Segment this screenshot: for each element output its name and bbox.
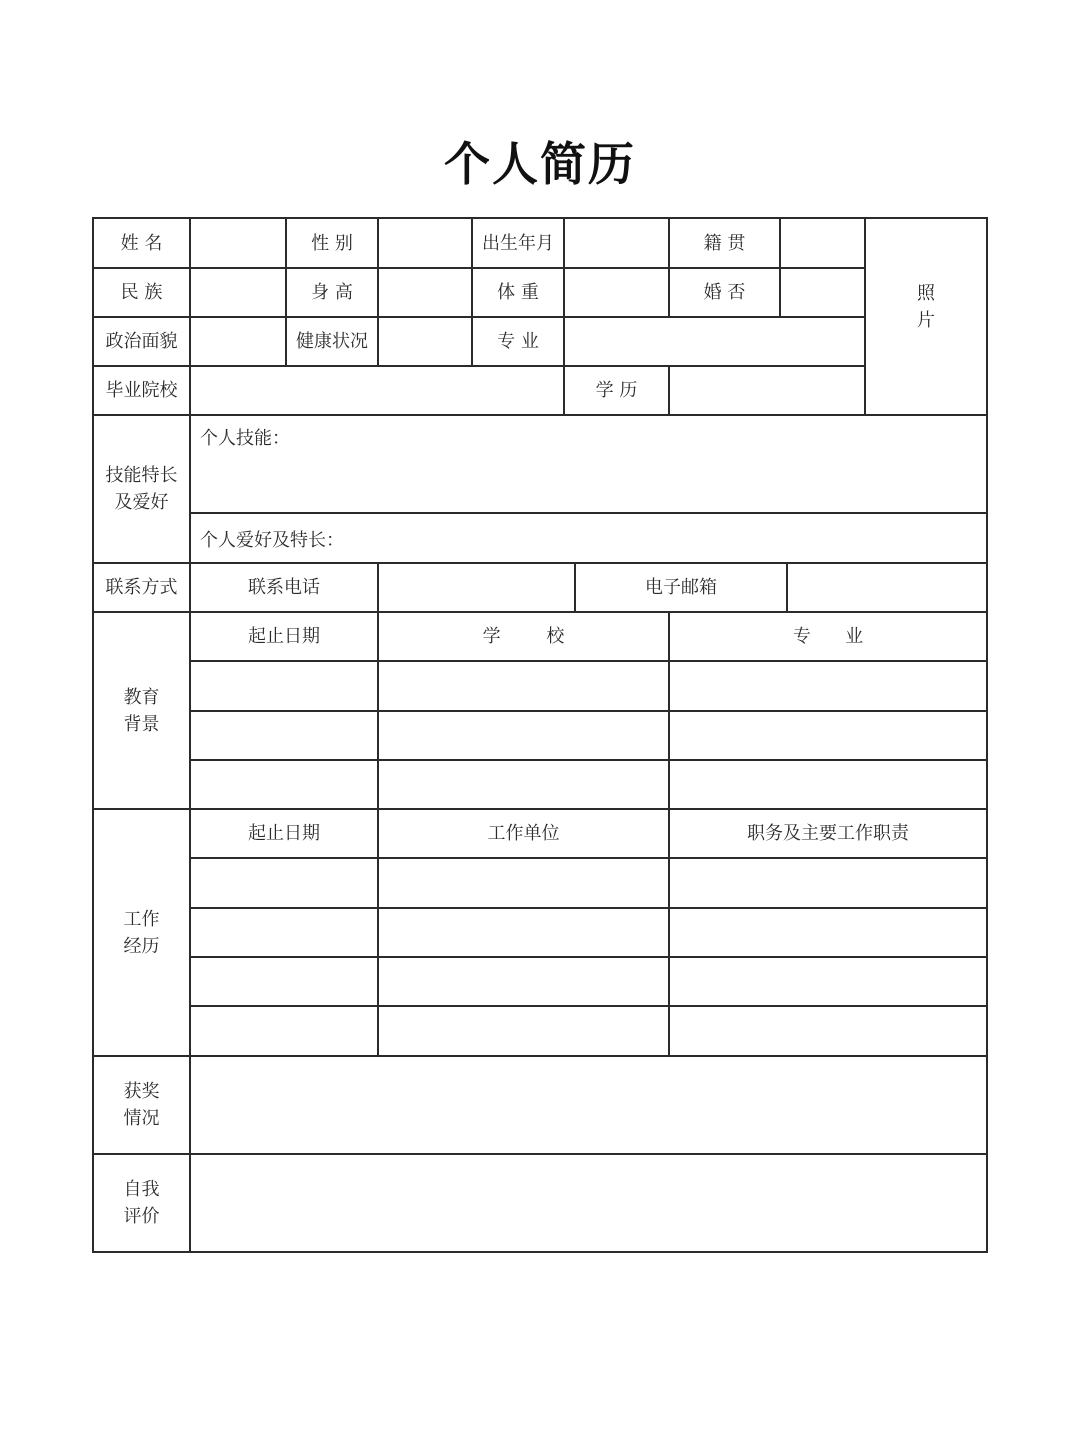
education-cell[interactable] (190, 760, 378, 809)
work-column-duties: 职务及主要工作职责 (747, 823, 909, 844)
email-field[interactable] (787, 563, 987, 612)
skills-section-label: 技能特长 及爱好 (105, 465, 178, 513)
political-status-label: 政治面貌 (105, 331, 178, 352)
work-section-label: 工作 经历 (123, 908, 160, 957)
ethnicity-label: 民 族 (120, 282, 163, 303)
work-cell[interactable] (669, 1006, 987, 1056)
phone-label: 联系电话 (248, 577, 320, 598)
awards-field[interactable] (190, 1056, 987, 1154)
marital-field[interactable] (780, 268, 865, 317)
work-cell[interactable] (378, 908, 669, 957)
education-cell[interactable] (669, 760, 987, 809)
work-cell[interactable] (378, 957, 669, 1006)
school-field[interactable] (190, 366, 564, 415)
work-cell[interactable] (190, 957, 378, 1006)
gender-label: 性 别 (311, 232, 353, 254)
self-evaluation-section-label: 自我 评价 (123, 1179, 160, 1227)
health-label: 健康状况 (296, 331, 368, 352)
personal-skills-field[interactable] (190, 415, 987, 513)
education-cell[interactable] (378, 661, 669, 711)
education-cell[interactable] (669, 661, 987, 711)
work-cell[interactable] (378, 1006, 669, 1056)
self-evaluation-field[interactable] (190, 1154, 987, 1252)
major-label: 专 业 (497, 331, 539, 352)
weight-field[interactable] (564, 268, 669, 317)
marital-label: 婚 否 (703, 282, 746, 303)
page-title: 个人简历 (444, 137, 636, 191)
email-label: 电子邮箱 (645, 577, 717, 598)
native-place-label: 籍 贯 (703, 232, 746, 254)
height-field[interactable] (378, 268, 472, 317)
hobbies-label: 个人爱好及特长： (200, 530, 344, 551)
work-cell[interactable] (669, 858, 987, 908)
work-cell[interactable] (190, 1006, 378, 1056)
political-status-field[interactable] (190, 317, 286, 366)
work-cell[interactable] (378, 858, 669, 908)
gender-field[interactable] (378, 218, 472, 268)
name-field[interactable] (190, 218, 286, 268)
education-cell[interactable] (190, 711, 378, 760)
awards-section-label: 获奖 情况 (123, 1081, 160, 1129)
work-cell[interactable] (669, 957, 987, 1006)
work-column-employer: 工作单位 (487, 823, 560, 844)
education-column-major: 专 业 (792, 626, 864, 647)
education-cell[interactable] (378, 711, 669, 760)
education-cell[interactable] (190, 661, 378, 711)
education-cell[interactable] (378, 760, 669, 809)
phone-field[interactable] (378, 563, 575, 612)
height-label: 身 高 (311, 282, 353, 303)
personal-skills-label: 个人技能： (200, 428, 290, 449)
birth-label: 出生年月 (482, 232, 554, 254)
work-column-dates: 起止日期 (248, 823, 320, 844)
weight-label: 体 重 (497, 282, 539, 303)
ethnicity-field[interactable] (190, 268, 286, 317)
school-label: 毕业院校 (105, 380, 178, 401)
hobbies-field[interactable] (190, 513, 987, 563)
work-cell[interactable] (190, 858, 378, 908)
work-cell[interactable] (190, 908, 378, 957)
education-cell[interactable] (669, 711, 987, 760)
education-section-label: 教育 背景 (123, 686, 160, 735)
degree-field[interactable] (669, 366, 865, 415)
work-cell[interactable] (669, 908, 987, 957)
photo-label: 照 片 (917, 282, 935, 331)
degree-label: 学 历 (595, 380, 638, 401)
major-field[interactable] (564, 317, 865, 366)
education-column-school: 学 校 (482, 626, 565, 647)
education-column-dates: 起止日期 (248, 626, 320, 647)
health-field[interactable] (378, 317, 472, 366)
name-label: 姓 名 (120, 232, 163, 254)
birth-field[interactable] (564, 218, 669, 268)
contact-section-label: 联系方式 (105, 577, 178, 598)
native-place-field[interactable] (780, 218, 865, 268)
